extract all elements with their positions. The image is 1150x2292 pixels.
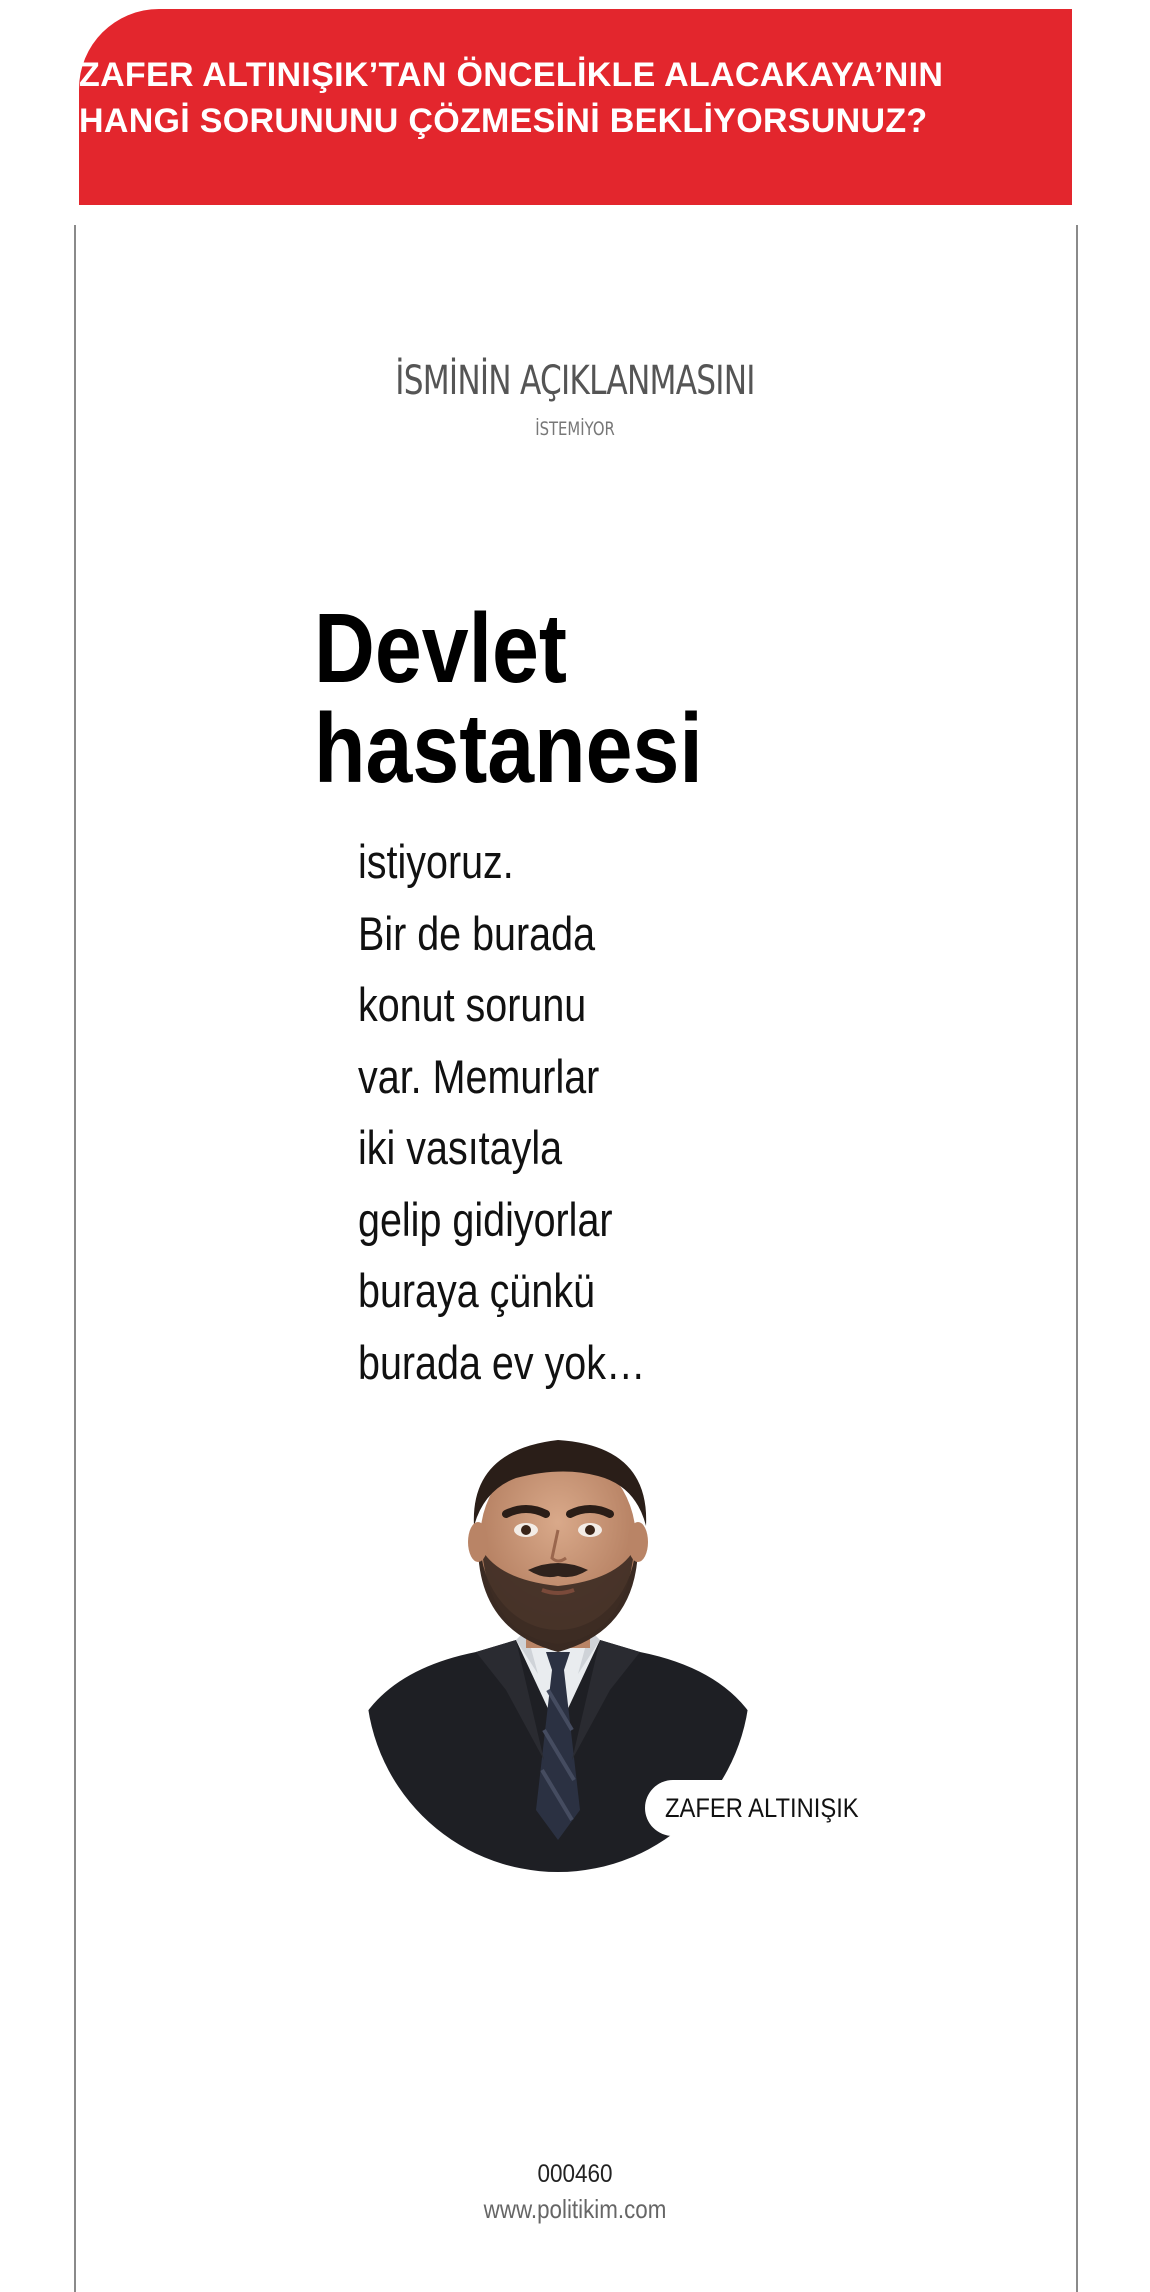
headline-line-2: hastanesi <box>314 693 703 803</box>
answer-headline <box>314 593 703 803</box>
quote-line: konut sorunu <box>358 978 587 1031</box>
left-border-line <box>74 225 76 2292</box>
respondent-anonymous-title: İSMİNİN AÇIKLANMASINI <box>395 358 755 404</box>
quote-line: buraya çünkü <box>358 1264 596 1317</box>
respondent-anonymous-subtitle: İSTEMİYOR <box>535 418 615 440</box>
name-badge <box>645 1780 905 1836</box>
page-title <box>79 52 979 144</box>
quote-line: iki vasıtayla <box>358 1121 563 1174</box>
website-link[interactable]: www.politikim.com <box>483 2194 667 2224</box>
title-line-1: ZAFER ALTINIŞIK’TAN ÖNCELİKLE ALACAKAYA’NIN <box>79 56 944 94</box>
headline-line-1: Devlet <box>314 593 567 703</box>
quote-line: istiyoruz. <box>358 835 514 888</box>
quote-line: Bir de burada <box>358 906 596 960</box>
quote-line: var. Memurlar <box>358 1049 600 1103</box>
person-name: ZAFER ALTINIŞIK <box>665 1792 859 1823</box>
quote-line: burada ev yok… <box>358 1335 646 1389</box>
right-border-line <box>1076 225 1078 2292</box>
title-line-2: HANGİ SORUNUNU ÇÖZMESİNİ BEKLİYORSUNUZ? <box>79 102 928 140</box>
quote-line: gelip gidiyorlar <box>358 1192 613 1246</box>
item-code: 000460 <box>537 2160 613 2188</box>
answer-quote <box>358 826 645 1398</box>
